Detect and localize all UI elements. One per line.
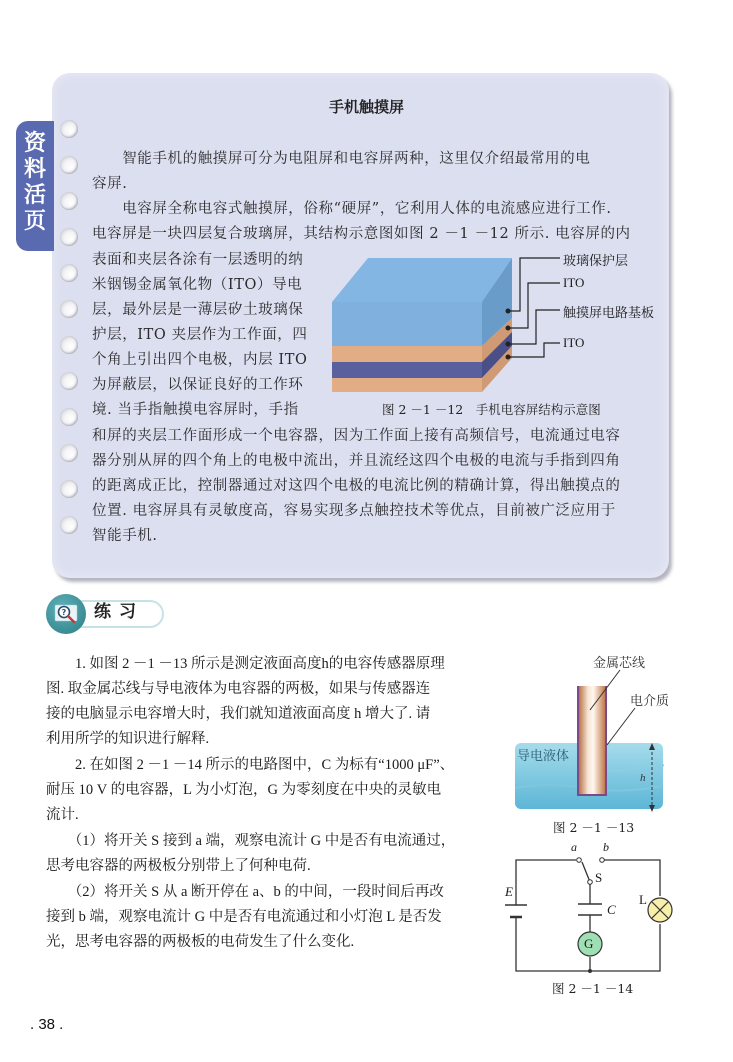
question-2-line: 流计. [46, 807, 79, 823]
question-2-1-line: （1）将开关 S 接到 a 端，观察电流计 G 中是否有电流通过， [46, 833, 456, 849]
card-wrap-line: 为屏蔽层，以保证良好的工作环 [92, 377, 304, 393]
card-title: 手机触摸屏 [328, 98, 404, 116]
card-wrap-line: 个角上引出四个电极，内层 ITO [92, 352, 308, 368]
binder-ring-icon [60, 192, 78, 210]
magnifier-question-icon [46, 594, 86, 634]
card-wrap-line: 表面和夹层各涂有一层透明的纳 [92, 252, 304, 268]
binder-ring-icon [60, 408, 78, 426]
binder-ring-icon [60, 480, 78, 498]
exercise-header [46, 594, 164, 634]
card-wrap-line: 护层，ITO 夹层作为工作面，四 [92, 327, 308, 343]
binder-ring-icon [60, 228, 78, 246]
figure-caption: 图 2 －1 －13 [553, 820, 635, 835]
binder-ring-icon [60, 444, 78, 462]
question-1-line: 图. 取金属芯线与导电液体为电容器的两极，如果与传感器连 [46, 681, 431, 697]
question-2-2-line: （2）将开关 S 从 a 断开停在 a、b 的中间，一段时间后再改 [46, 884, 444, 900]
card-paragraph-line: 电容屏是一块四层复合玻璃屏，其结构示意图如图 2 －1 －12 所示. 电容屏的内 [92, 226, 631, 242]
card-tail-line: 的距离成正比，控制器通过对这四个电极的电流比例的精确计算，得出触摸点的 [92, 478, 621, 494]
label-ito-top: ITO [563, 275, 585, 290]
figure-caption: 图 2 －1 －12 手机电容屏结构示意图 [382, 402, 601, 417]
label-capacitor-c: C [607, 902, 616, 917]
side-tab-char: 活 [23, 183, 46, 208]
label-dielectric: 电介质 [630, 694, 670, 709]
figure-liquid-level-sensor [515, 650, 685, 840]
label-ito-bottom: ITO [563, 335, 585, 350]
binder-ring-icon [60, 336, 78, 354]
card-wrap-line: 米铟锡金属氧化物（ITO）导电 [92, 277, 303, 293]
label-battery-e: E [505, 884, 513, 899]
binder-ring-icon [60, 516, 78, 534]
question-2-2-line: 接到 b 端，观察电流计 G 中是否有电流通过和小灯泡 L 是否发 [46, 909, 442, 925]
card-tail-line: 器分别从屏的四个角上的电极中流出，并且流经这四个电极的电流与手指到四角 [92, 453, 621, 469]
label-terminal-a: a [571, 840, 577, 854]
figure-capacitive-screen-structure [330, 250, 670, 420]
side-tab-char: 页 [23, 209, 46, 234]
layer-diagram-icon [330, 250, 670, 420]
figure-caption: 图 2 －1 －14 [552, 981, 634, 996]
binder-ring-icon [60, 156, 78, 174]
question-1-line: 接的电脑显示电容增大时，我们就知道液面高度 h 增大了. 请 [46, 706, 431, 722]
card-wrap-line: 境. 当手指触摸电容屏时，手指 [92, 402, 299, 418]
page-number: . 38 . [30, 1016, 64, 1033]
label-terminal-b: b [603, 840, 609, 854]
card-paragraph-line: 电容屏全称电容式触摸屏，俗称“硬屏”，它利用人体的电流感应进行工作. [92, 201, 612, 217]
card-paragraph-line: 智能手机的触摸屏可分为电阻屏和电容屏两种，这里仅介绍最常用的电 [92, 151, 591, 167]
label-galvanometer-g: G [584, 936, 594, 951]
circuit-diagram-icon [500, 840, 680, 1000]
label-switch-s: S [595, 870, 603, 885]
question-2-line: 2. 在如图 2 －1 －14 所示的电路图中，C 为标有“1000 μF”、 [46, 757, 455, 773]
card-tail-line: 智能手机. [92, 528, 158, 544]
label-metal-core: 金属芯线 [593, 656, 646, 671]
label-height-h: h [640, 772, 646, 784]
card-tail-line: 位置. 电容屏具有灵敏度高，容易实现多点触控技术等优点，目前被广泛应用于 [92, 503, 616, 519]
side-tab-ziliao-huoye [16, 121, 54, 251]
label-glass-layer: 玻璃保护层 [563, 254, 629, 269]
label-circuit-substrate: 触摸屏电路基板 [563, 306, 655, 321]
question-2-line: 耐压 10 V 的电容器，L 为小灯泡，G 为零刻度在中央的灵敏电 [46, 782, 442, 798]
binder-ring-icon [60, 300, 78, 318]
question-1-line: 1. 如图 2 －1 －13 所示是测定液面高度h的电容传感器原理 [46, 656, 445, 672]
question-1-line: 利用所学的知识进行解释. [46, 731, 210, 747]
binder-ring-icon [60, 120, 78, 138]
exercise-header-label: 练习 [94, 602, 144, 622]
binder-ring-icon [60, 372, 78, 390]
figure-circuit-diagram [500, 840, 680, 1000]
question-2-1-line: 思考电容器的两极板分别带上了何种电荷. [46, 858, 311, 874]
label-conductive-liquid: 导电液体 [517, 749, 570, 764]
binder-ring-icon [60, 264, 78, 282]
question-2-2-line: 光，思考电容器的两极板的电荷发生了什么变化. [46, 934, 355, 950]
card-wrap-line: 层，最外层是一薄层矽土玻璃保 [92, 302, 304, 318]
svg-text:?: ? [61, 608, 67, 617]
side-tab-char: 料 [23, 157, 46, 182]
card-tail-line: 和屏的夹层工作面形成一个电容器，因为工作面上接有高频信号，电流通过电容 [92, 428, 621, 444]
label-lamp-l: L [639, 892, 647, 907]
side-tab-char: 资 [23, 131, 46, 156]
card-paragraph-line: 容屏. [92, 176, 128, 192]
